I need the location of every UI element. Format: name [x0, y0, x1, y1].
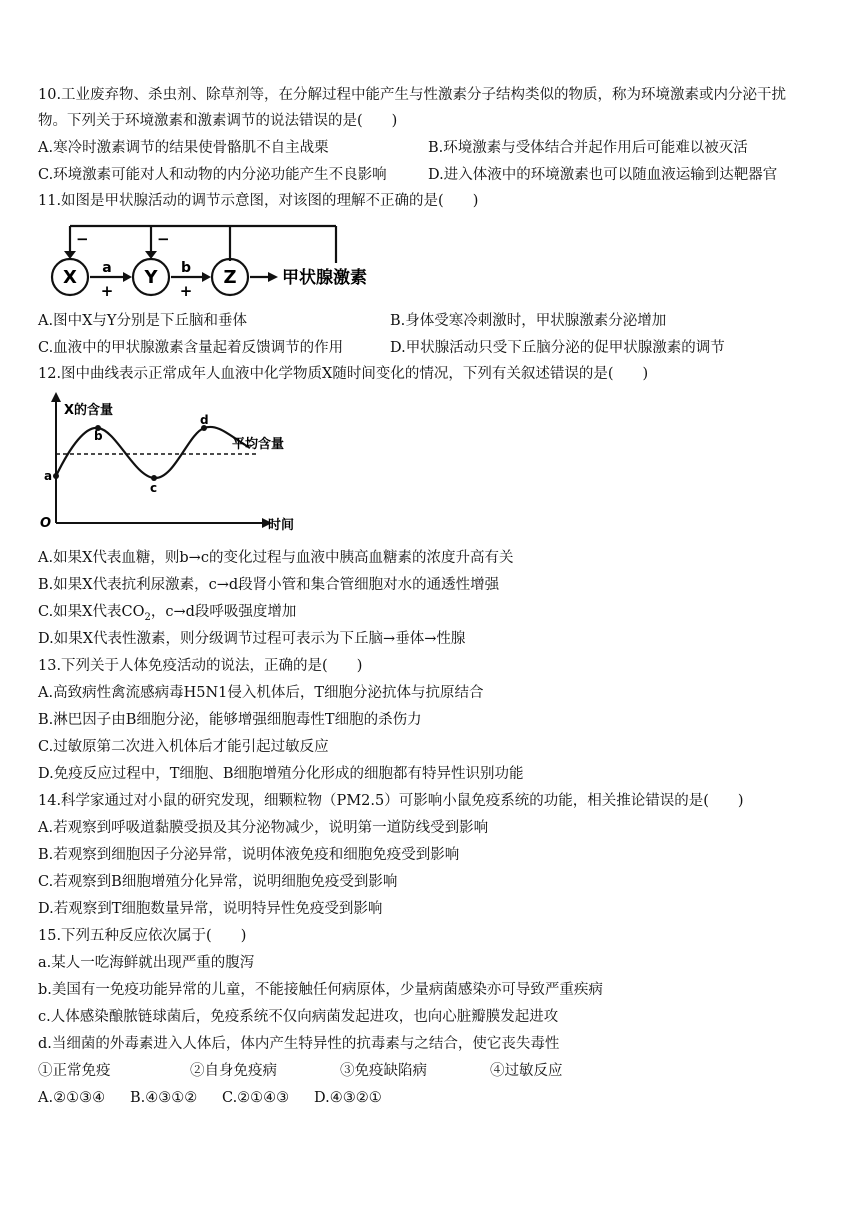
- output-label: 甲状腺激素: [282, 268, 367, 288]
- q15-item-b: b.美国有一免疫功能异常的儿童，不能接触任何病原体，少量病菌感染亦可导致严重疾病: [38, 982, 603, 998]
- q14-option-c: C.若观察到B细胞增殖分化异常，说明细胞免疫受到影响: [38, 874, 398, 890]
- y-axis-label: X的含量: [64, 403, 114, 418]
- point-label-d: d: [200, 413, 209, 427]
- q15-stem: 15.下列五种反应依次属于( ): [38, 928, 247, 944]
- q11-option-d: D.甲状腺活动只受下丘脑分泌的促甲状腺激素的调节: [390, 340, 725, 356]
- q14-stem: 14.科学家通过对小鼠的研究发现，细颗粒物（PM2.5）可影响小鼠免疫系统的功能，相关推论错误的是( ): [38, 793, 744, 809]
- q15-option-d: D.④③②①: [314, 1090, 382, 1106]
- arrow-label-a: a: [102, 260, 112, 276]
- q15-item-a: a.某人一吃海鲜就出现严重的腹泻: [38, 955, 255, 971]
- q11-option-b: B.身体受寒冷刺激时，甲状腺激素分泌增加: [390, 313, 667, 329]
- q12-option-c: C.如果X代表$CO_2$，c→d段呼吸强度增加: [38, 604, 297, 623]
- q10-option-d: D.进入体液中的环境激素也可以随血液运输到达靶器官: [428, 167, 778, 183]
- q13-option-d: D.免疫反应过程中，T细胞、B细胞增殖分化形成的细胞都有特异性识别功能: [38, 766, 524, 782]
- q10-option-c: C.环境激素可能对人和动物的内分泌功能产生不良影响: [38, 167, 387, 183]
- q14-option-b: B.若观察到细胞因子分泌异常，说明体液免疫和细胞免疫受到影响: [38, 847, 460, 863]
- q11-stem: 11.如图是甲状腺活动的调节示意图，对该图的理解不正确的是( ): [38, 193, 479, 209]
- q15-option-a: A.②①③④: [38, 1090, 106, 1106]
- q12-option-a: A.如果X代表血糖，则b→c的变化过程与血液中胰高血糖素的浓度升高有关: [38, 550, 514, 566]
- q15-category-4: ④过敏反应: [490, 1063, 563, 1079]
- q15-option-b: B.④③①②: [130, 1090, 198, 1106]
- x-axis-label: 时间: [268, 518, 295, 533]
- q13-option-b: B.淋巴因子由B细胞分泌，能够增强细胞毒性T细胞的杀伤力: [38, 712, 422, 728]
- q13-option-a: A.高致病性禽流感病毒H5N1侵入机体后，T细胞分泌抗体与抗原结合: [38, 685, 484, 701]
- plus-label-a: +: [100, 282, 114, 300]
- q15-item-d: d.当细菌的外毒素进入人体后，体内产生特异性的抗毒素与之结合，使它丧失毒性: [38, 1036, 560, 1052]
- q15-option-c: C.②①④③: [222, 1090, 290, 1106]
- origin-label: O: [40, 516, 52, 531]
- q12-option-b: B.如果X代表抗利尿激素，c→d段肾小管和集合管细胞对水的通透性增强: [38, 577, 500, 593]
- q15-item-c: c.人体感染酿脓链球菌后，免疫系统不仅向病菌发起进攻，也向心脏瓣膜发起进攻: [38, 1009, 559, 1025]
- q10-option-a: A.寒冷时激素调节的结果使骨骼肌不自主战栗: [38, 140, 329, 156]
- node-y: Y: [144, 267, 158, 288]
- q15-category-1: ①正常免疫: [38, 1063, 111, 1079]
- q13-stem: 13.下列关于人体免疫活动的说法，正确的是( ): [38, 658, 363, 674]
- minus-label-y: −: [157, 230, 170, 248]
- q15-category-3: ③免疫缺陷病: [340, 1063, 427, 1079]
- q12-stem: 12.图中曲线表示正常成年人血液中化学物质X随时间变化的情况，下列有关叙述错误的是( ): [38, 366, 649, 382]
- node-z: Z: [223, 267, 237, 288]
- q11-option-a: A.图中X与Y分别是下丘脑和垂体: [38, 313, 247, 329]
- q13-option-c: C.过敏原第二次进入机体后才能引起过敏反应: [38, 739, 329, 755]
- q14-option-a: A.若观察到呼吸道黏膜受损及其分泌物减少，说明第一道防线受到影响: [38, 820, 489, 836]
- q14-option-d: D.若观察到T细胞数量异常，说明特异性免疫受到影响: [38, 901, 383, 917]
- minus-label-x: −: [76, 230, 89, 248]
- point-label-b: b: [94, 429, 103, 443]
- x-content-curve-chart: [36, 390, 306, 540]
- plus-label-b: +: [179, 282, 193, 300]
- node-x: X: [63, 267, 77, 288]
- arrow-label-b: b: [180, 260, 192, 276]
- point-label-a: a: [44, 469, 53, 483]
- q10-stem-line1: 10.工业废弃物、杀虫剂、除草剂等，在分解过程中能产生与性激素分子结构类似的物质，称为环境激素或内分泌干扰: [38, 87, 787, 103]
- q11-option-c: C.血液中的甲状腺激素含量起着反馈调节的作用: [38, 340, 344, 356]
- thyroid-regulation-diagram: [40, 215, 400, 307]
- q10-stem-line2: 物。下列关于环境激素和激素调节的说法错误的是( ): [38, 113, 398, 129]
- q15-category-2: ②自身免疫病: [190, 1063, 277, 1079]
- point-label-c: c: [150, 481, 158, 495]
- q10-option-b: B.环境激素与受体结合并起作用后可能难以被灭活: [428, 140, 748, 156]
- q12-option-d: D.如果X代表性激素，则分级调节过程可表示为下丘脑→垂体→性腺: [38, 631, 466, 647]
- average-label: 平均含量: [232, 437, 285, 452]
